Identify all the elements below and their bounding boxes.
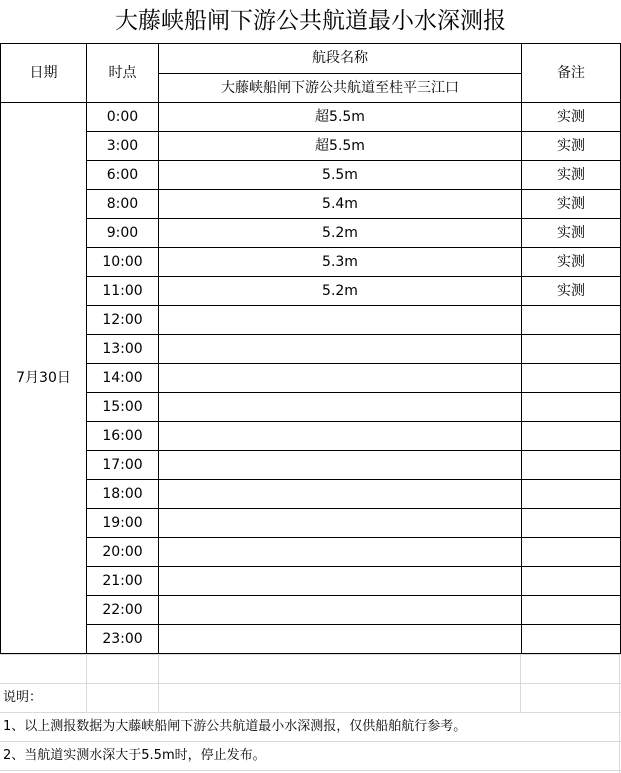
- section-value: 大藤峡船闸下游公共航道至桂平三江口: [159, 73, 522, 103]
- table-row: [1, 248, 621, 277]
- time-header: 时点: [87, 44, 159, 103]
- depth-cell: [159, 625, 522, 654]
- table-row: [1, 277, 621, 306]
- depth-cell: [159, 335, 522, 364]
- depth-cell: [159, 480, 522, 509]
- depth-cell: 5.2m: [159, 219, 522, 248]
- time-cell: 17:00: [87, 451, 159, 480]
- sheet-gridline: [0, 770, 621, 771]
- time-cell: 19:00: [87, 509, 159, 538]
- remark-cell: [522, 480, 621, 509]
- table-row: [1, 103, 621, 132]
- remark-cell: 实测: [522, 190, 621, 219]
- header-row-1: [1, 44, 621, 74]
- time-cell: 8:00: [87, 190, 159, 219]
- time-cell: 22:00: [87, 596, 159, 625]
- time-cell: 18:00: [87, 480, 159, 509]
- time-cell: 21:00: [87, 567, 159, 596]
- table-row: [1, 335, 621, 364]
- remark-cell: [522, 335, 621, 364]
- table-row: [1, 625, 621, 654]
- table-row: [1, 480, 621, 509]
- remark-cell: [522, 567, 621, 596]
- depth-cell: 5.4m: [159, 190, 522, 219]
- remark-cell: [522, 422, 621, 451]
- table-row: [1, 509, 621, 538]
- time-cell: 3:00: [87, 132, 159, 161]
- note-line-2: 2、当航道实测水深大于5.5m时，停止发布。: [3, 748, 266, 763]
- remark-cell: [522, 364, 621, 393]
- depth-cell: [159, 538, 522, 567]
- table-row: [1, 364, 621, 393]
- table-row: [1, 596, 621, 625]
- time-cell: 14:00: [87, 364, 159, 393]
- remark-cell: 实测: [522, 132, 621, 161]
- depth-cell: 超5.5m: [159, 132, 522, 161]
- time-cell: 0:00: [87, 103, 159, 132]
- time-cell: 11:00: [87, 277, 159, 306]
- depth-cell: 5.5m: [159, 161, 522, 190]
- remark-cell: 实测: [522, 103, 621, 132]
- depth-cell: [159, 422, 522, 451]
- time-cell: 20:00: [87, 538, 159, 567]
- remark-cell: 实测: [522, 161, 621, 190]
- time-cell: 9:00: [87, 219, 159, 248]
- table-row: [1, 306, 621, 335]
- depth-cell: 5.2m: [159, 277, 522, 306]
- remark-cell: 实测: [522, 277, 621, 306]
- depth-report-table: [0, 43, 621, 654]
- table-row: [1, 190, 621, 219]
- depth-cell: [159, 567, 522, 596]
- time-cell: 15:00: [87, 393, 159, 422]
- remark-cell: [522, 451, 621, 480]
- remark-cell: [522, 596, 621, 625]
- depth-cell: [159, 596, 522, 625]
- remark-cell: [522, 625, 621, 654]
- notes-heading: 说明：: [3, 690, 43, 705]
- depth-cell: 超5.5m: [159, 103, 522, 132]
- remark-cell: [522, 509, 621, 538]
- table-row: [1, 451, 621, 480]
- report-title: 大藤峡船闸下游公共航道最小水深测报: [115, 8, 506, 34]
- time-cell: 13:00: [87, 335, 159, 364]
- depth-cell: [159, 364, 522, 393]
- time-cell: 10:00: [87, 248, 159, 277]
- depth-cell: 5.3m: [159, 248, 522, 277]
- table-row: [1, 161, 621, 190]
- table-row: [1, 567, 621, 596]
- depth-cell: [159, 306, 522, 335]
- table-row: [1, 393, 621, 422]
- remark-header: 备注: [522, 44, 621, 103]
- depth-cell: [159, 509, 522, 538]
- table-row: [1, 219, 621, 248]
- time-cell: 12:00: [87, 306, 159, 335]
- remark-cell: 实测: [522, 219, 621, 248]
- time-cell: 6:00: [87, 161, 159, 190]
- remark-cell: [522, 538, 621, 567]
- depth-cell: [159, 451, 522, 480]
- time-cell: 23:00: [87, 625, 159, 654]
- note-line-1: 1、以上测报数据为大藤峡船闸下游公共航道最小水深测报，仅供船舶航行参考。: [3, 719, 467, 734]
- table-row: [1, 132, 621, 161]
- sheet-gridline: [0, 654, 621, 655]
- date-header: 日期: [1, 44, 87, 103]
- table-row: [1, 422, 621, 451]
- remark-cell: [522, 306, 621, 335]
- date-cell: 7月30日: [1, 103, 87, 654]
- table-row: [1, 538, 621, 567]
- remark-cell: [522, 393, 621, 422]
- section-name-header: 航段名称: [159, 44, 522, 74]
- time-cell: 16:00: [87, 422, 159, 451]
- depth-cell: [159, 393, 522, 422]
- remark-cell: 实测: [522, 248, 621, 277]
